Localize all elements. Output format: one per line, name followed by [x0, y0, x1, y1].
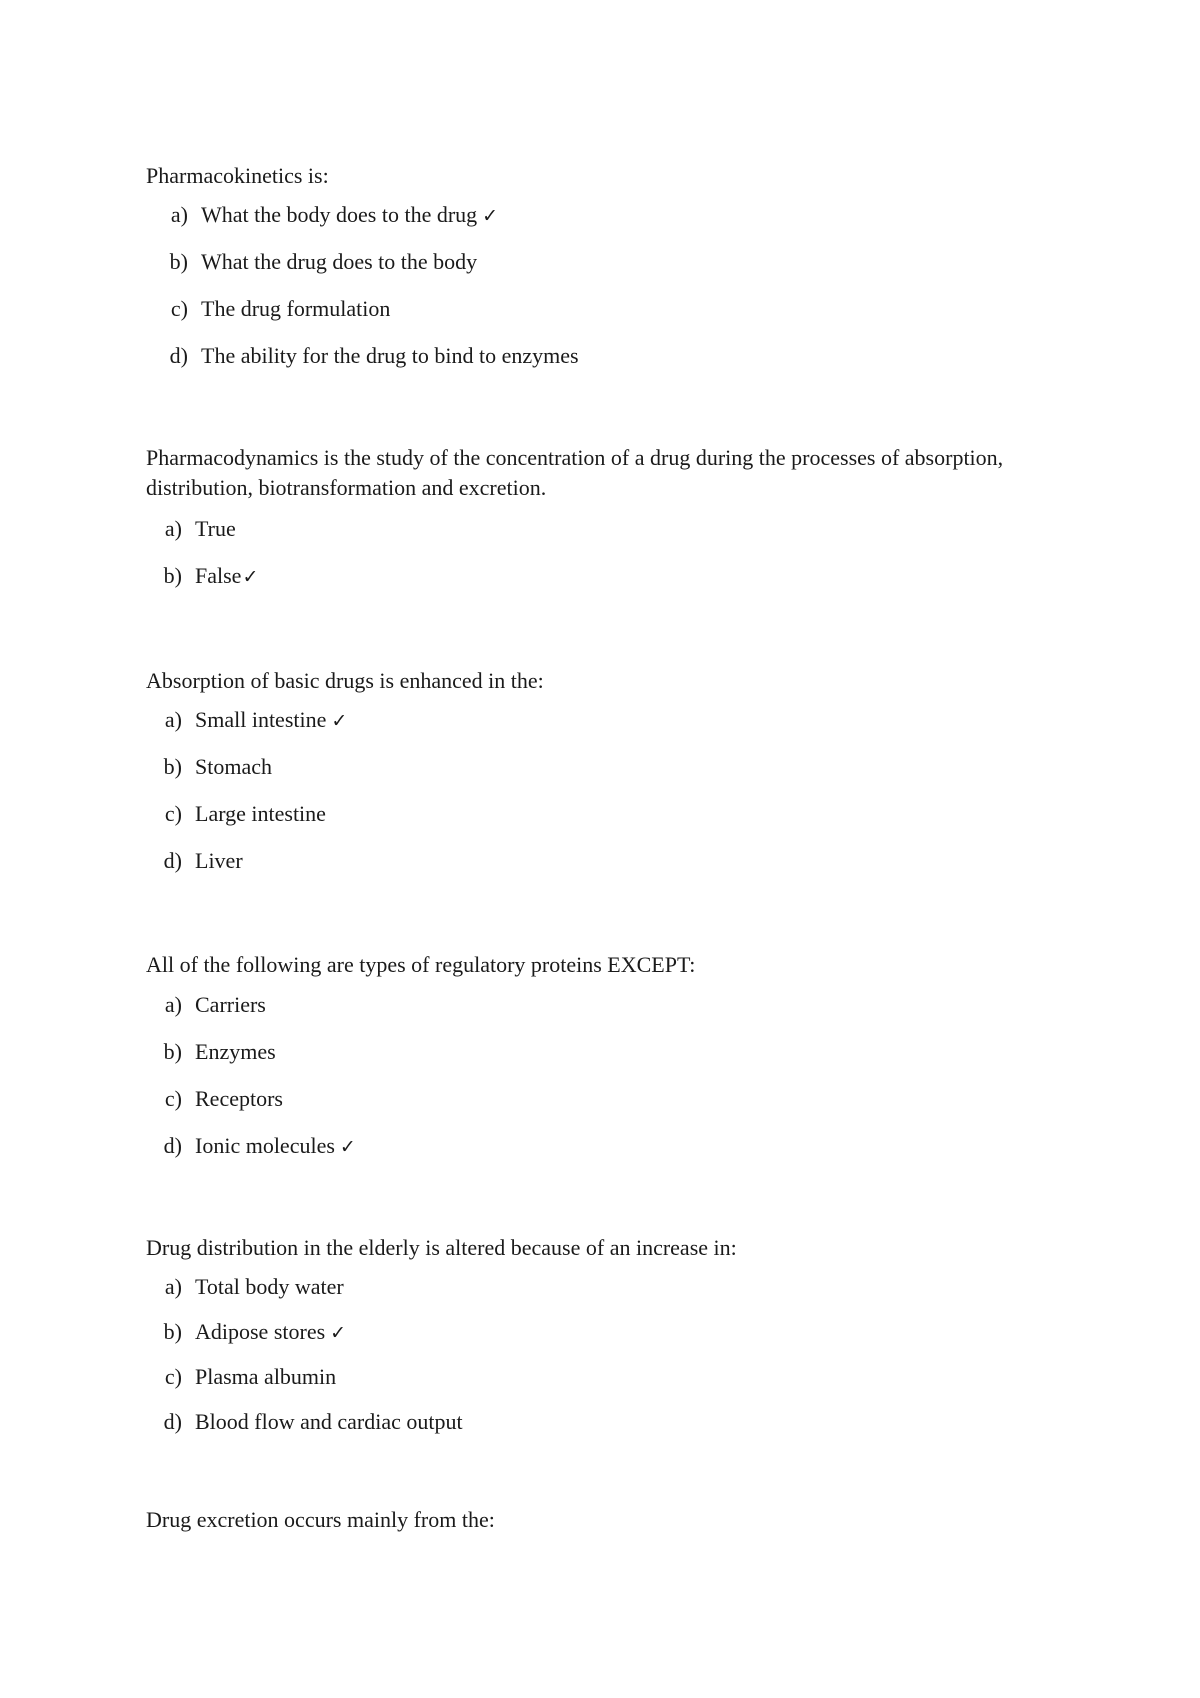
option-item — [146, 1409, 1006, 1454]
option-text: False — [195, 563, 242, 588]
option-item — [146, 801, 1006, 848]
option-text: Plasma albumin — [195, 1364, 337, 1389]
option-text: Stomach — [195, 754, 272, 779]
option-letter: b) — [163, 754, 182, 779]
option-item — [146, 707, 1006, 754]
option-list — [146, 202, 1006, 390]
option-list — [146, 992, 1006, 1180]
option-letter: a) — [164, 516, 182, 541]
checkmark-icon: ✓ — [482, 205, 499, 227]
option-text: Receptors — [195, 1086, 283, 1111]
option-item — [146, 1274, 1006, 1319]
option-list — [146, 1274, 1006, 1454]
checkmark-icon: ✓ — [330, 1322, 347, 1344]
option-item — [146, 848, 1006, 895]
option-letter: d) — [163, 1133, 182, 1158]
option-letter: b) — [169, 249, 188, 274]
question-stem: All of the following are types of regulatory proteins EXCEPT: — [146, 952, 696, 977]
option-item — [146, 1086, 1006, 1133]
option-text: Carriers — [195, 992, 266, 1017]
option-text: Enzymes — [195, 1039, 276, 1064]
option-text: True — [195, 516, 236, 541]
question-stem: Pharmacokinetics is: — [146, 163, 329, 188]
checkmark-icon: ✓ — [331, 710, 348, 732]
option-text: The ability for the drug to bind to enzymes — [201, 343, 579, 368]
question-5 — [146, 1233, 1006, 1454]
option-letter: c) — [164, 1086, 182, 1111]
question-stem: Absorption of basic drugs is enhanced in the: — [146, 668, 544, 693]
option-text: Total body water — [195, 1274, 344, 1299]
checkmark-icon: ✓ — [242, 566, 259, 588]
option-text: Liver — [195, 848, 243, 873]
question-stem: Drug excretion occurs mainly from the: — [146, 1507, 495, 1532]
option-text: Blood flow and cardiac output — [195, 1409, 463, 1434]
option-item — [146, 202, 1006, 249]
option-item — [146, 296, 1006, 343]
option-text: Ionic molecules — [195, 1133, 335, 1158]
option-text: Small intestine — [195, 707, 327, 732]
option-letter: d) — [163, 848, 182, 873]
option-letter: a) — [164, 1274, 182, 1299]
option-letter: a) — [170, 202, 188, 227]
option-text: What the body does to the drug — [201, 202, 478, 227]
option-letter: d) — [169, 343, 188, 368]
option-letter: b) — [163, 1319, 182, 1344]
option-letter: c) — [164, 801, 182, 826]
question-1 — [146, 161, 1006, 390]
question-stem: Drug distribution in the elderly is altered because of an increase in: — [146, 1235, 737, 1260]
option-text: Large intestine — [195, 801, 326, 826]
option-list — [146, 707, 1006, 895]
option-item — [146, 343, 1006, 390]
question-4 — [146, 950, 1006, 1180]
question-6 — [146, 1505, 1006, 1535]
option-letter: c) — [164, 1364, 182, 1389]
option-letter: b) — [163, 563, 182, 588]
option-letter: a) — [164, 992, 182, 1017]
option-text: What the drug does to the body — [201, 249, 478, 274]
option-letter: c) — [170, 296, 188, 321]
option-letter: a) — [164, 707, 182, 732]
option-letter: b) — [163, 1039, 182, 1064]
option-item — [146, 516, 1006, 563]
option-letter: d) — [163, 1409, 182, 1434]
option-item — [146, 1319, 1006, 1364]
option-item — [146, 754, 1006, 801]
option-item — [146, 992, 1006, 1039]
question-2 — [146, 443, 1006, 610]
checkmark-icon: ✓ — [339, 1136, 356, 1158]
option-item — [146, 563, 1006, 610]
option-item — [146, 249, 1006, 296]
option-item — [146, 1039, 1006, 1086]
option-item — [146, 1133, 1006, 1180]
option-text: The drug formulation — [201, 296, 391, 321]
question-3 — [146, 666, 1006, 895]
question-stem: Pharmacodynamics is the study of the concentration of a drug during the processes of absorption, distribution, biotransformation and excretion. — [146, 445, 1004, 500]
option-text: Adipose stores — [195, 1319, 326, 1344]
option-item — [146, 1364, 1006, 1409]
option-list — [146, 516, 1006, 610]
